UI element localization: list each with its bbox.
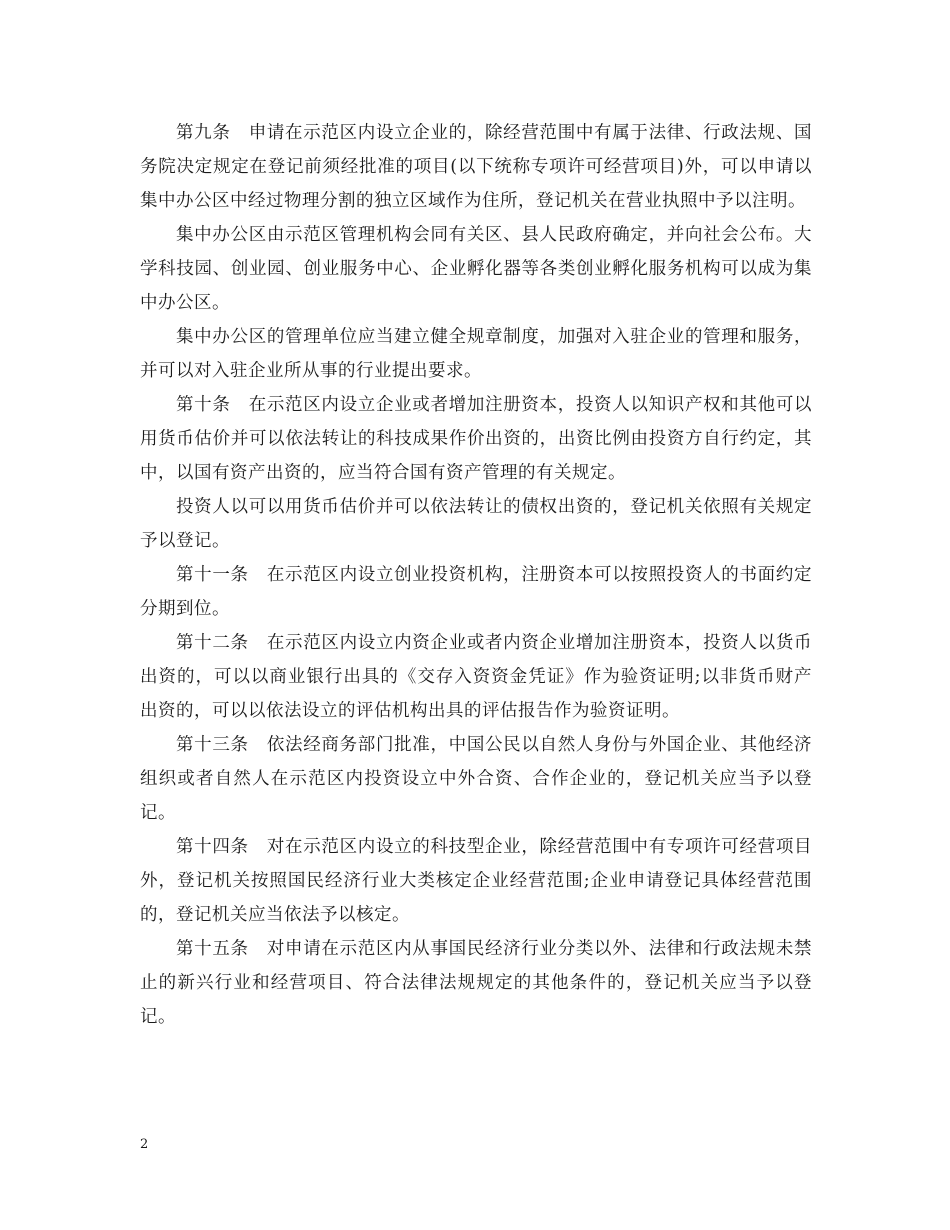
article-9-paragraph: 第九条 申请在示范区内设立企业的，除经营范围中有属于法律、行政法规、国务院决定规定在登记前须经批准的项目(以下统称专项许可经营项目)外，可以申请以集中办公区中经过物理分割的独立区域作为住所，登记机关在营业执照中予以注明。	[140, 123, 812, 211]
document-body	[140, 116, 812, 1034]
office-management-paragraph: 集中办公区的管理单位应当建立健全规章制度，加强对入驻企业的管理和服务，并可以对入驻企业所从事的行业提出要求。	[140, 327, 812, 381]
page-number: 2	[140, 1137, 149, 1152]
article-13-paragraph: 第十三条 依法经商务部门批准，中国公民以自然人身份与外国企业、其他经济组织或者自然人在示范区内投资设立中外合资、合作企业的，登记机关应当予以登记。	[140, 735, 812, 823]
article-12-paragraph: 第十二条 在示范区内设立内资企业或者内资企业增加注册资本，投资人以货币出资的，可以以商业银行出具的《交存入资资金凭证》作为验资证明;以非货币财产出资的，可以以依法设立的评估机构出具的评估报告作为验资证明。	[140, 633, 812, 721]
article-15-paragraph: 第十五条 对申请在示范区内从事国民经济行业分类以外、法律和行政法规未禁止的新兴行业和经营项目、符合法律法规规定的其他条件的，登记机关应当予以登记。	[140, 939, 812, 1027]
article-11-paragraph: 第十一条 在示范区内设立创业投资机构，注册资本可以按照投资人的书面约定分期到位。	[140, 565, 812, 619]
office-zone-paragraph: 集中办公区由示范区管理机构会同有关区、县人民政府确定，并向社会公布。大学科技园、创业园、创业服务中心、企业孵化器等各类创业孵化服务机构可以成为集中办公区。	[140, 225, 812, 313]
creditor-rights-paragraph: 投资人以可以用货币估价并可以依法转让的债权出资的，登记机关依照有关规定予以登记。	[140, 497, 812, 551]
article-10-paragraph: 第十条 在示范区内设立企业或者增加注册资本，投资人以知识产权和其他可以用货币估价并可以依法转让的科技成果作价出资的，出资比例由投资方自行约定，其中，以国有资产出资的，应当符合国有资产管理的有关规定。	[140, 395, 812, 483]
article-14-paragraph: 第十四条 对在示范区内设立的科技型企业，除经营范围中有专项许可经营项目外，登记机关按照国民经济行业大类核定企业经营范围;企业申请登记具体经营范围的，登记机关应当依法予以核定。	[140, 837, 812, 925]
